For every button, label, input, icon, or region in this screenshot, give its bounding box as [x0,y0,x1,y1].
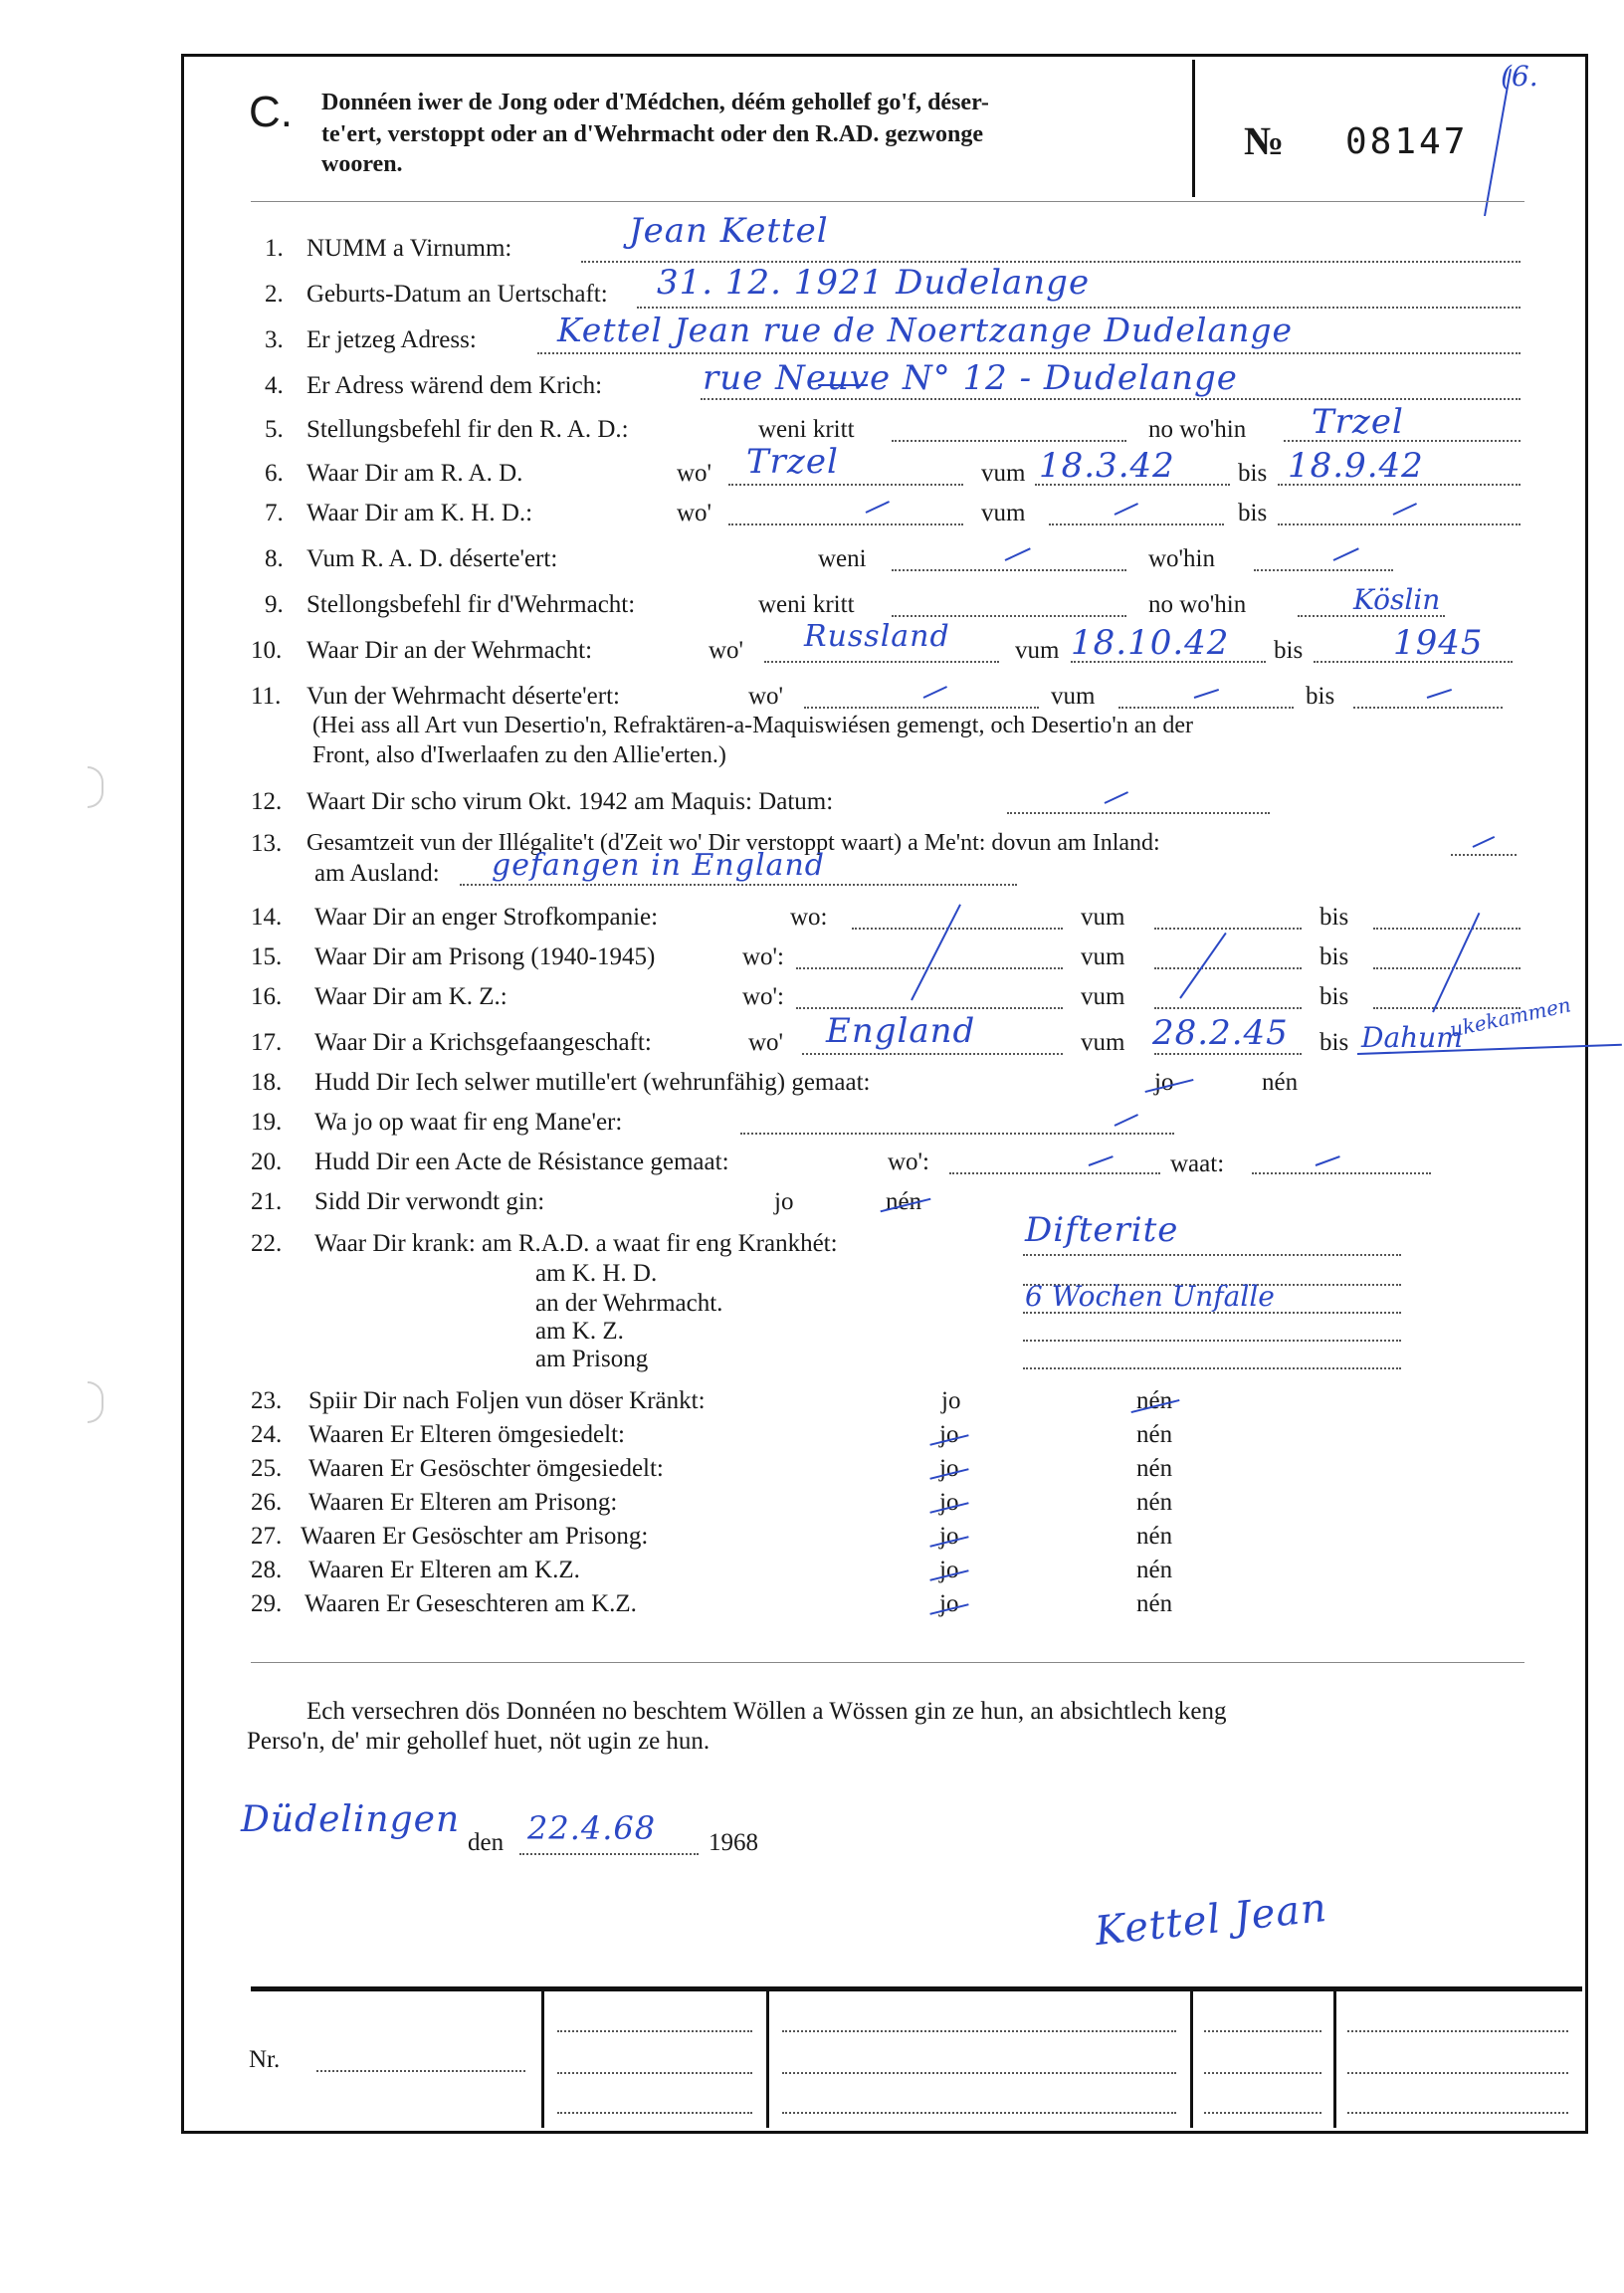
row-13-ausland-label: am Ausland: [314,860,440,887]
row-2-value: 31. 12. 1921 Dudelange [657,263,1091,303]
row-4-label: Er Adress wärend dem Krich: [306,372,603,399]
header-title-line3: wooren. [321,151,403,177]
row-17-wo-line [802,1053,1063,1055]
signature-date: 22.4.68 [527,1809,657,1847]
row-10-vum: vum [1015,637,1060,664]
row-11-note1: (Hei ass all Art vun Desertio'n, Refraktären-a-Maquiswiésen gemengt, och Desertio'n an der [312,713,1194,738]
register-row-line [557,2072,752,2074]
register-col-2 [766,1990,769,2128]
row-17-wo: wo' [748,1029,784,1056]
row-16-num: 16. [251,983,283,1010]
row-25-nen: nén [1136,1455,1173,1482]
row-6-wo: wo' [677,460,712,487]
row-8-weni: weni [818,545,867,572]
row-4-strikeout [818,384,868,386]
row-18-nen: nén [1262,1069,1299,1096]
row-15-vum-line [1154,967,1302,969]
row-24-jo: jo [939,1421,959,1448]
row-20-label: Hudd Dir een Acte de Résistance gemaat: [314,1148,729,1175]
section-letter: C. [249,88,293,136]
row-26-jo: jo [939,1489,959,1516]
row-23-label: Spiir Dir nach Foljen vun döser Kränkt: [308,1387,706,1414]
row-10-bis: bis [1274,637,1304,664]
row-20-waat: waat: [1170,1150,1225,1177]
row-3-line [537,352,1521,354]
register-row-line [1204,2072,1321,2074]
signature-date-line [519,1853,699,1855]
row-5-label: Stellungsbefehl fir den R. A. D.: [306,416,629,443]
row-19-line [740,1133,1174,1135]
row-18-num: 18. [251,1069,283,1096]
row-21-jo: jo [774,1188,794,1215]
row-12-label: Waart Dir scho virum Okt. 1942 am Maquis: Datum: [306,788,834,815]
row-24-nen: nén [1136,1421,1173,1448]
row-21-label: Sidd Dir verwondt gin: [314,1188,545,1215]
row-4-value: rue Neuve N° 12 - Dudelange [703,358,1238,398]
row-20-wo-line [949,1172,1160,1174]
row-8-wohin-line [1254,569,1393,571]
register-col-4 [1333,1990,1336,2128]
row-3-label: Er jetzeg Adress: [306,326,477,353]
row-26-num: 26. [251,1489,283,1516]
row-6-vum-value: 18.3.42 [1039,446,1175,486]
row-29-label: Waaren Er Geseschteren am K.Z. [304,1590,637,1617]
row-16-wo-line [796,1007,1063,1009]
row-18-jo: jo [1154,1069,1174,1096]
row-15-vum: vum [1081,943,1125,970]
row-17-wo-value: England [826,1011,976,1051]
row-11-wo-line [804,707,1039,709]
row-1-value: Jean Kettel [629,211,829,251]
signature-den: den [468,1829,505,1856]
row-26-nen: nén [1136,1489,1173,1516]
row-22-label: Waar Dir krank: am R.A.D. a waat fir eng Krankhét: [314,1230,838,1257]
row-10-wo-line [764,661,999,663]
row-29-jo: jo [939,1590,959,1617]
row-11-vum-line [1118,707,1294,709]
row-5-num: 5. [265,416,284,443]
register-col-3 [1190,1990,1193,2128]
signature-place: Düdelingen [241,1799,461,1840]
row-16-wo: wo': [742,983,785,1010]
section-rule [251,1662,1524,1663]
register-row-line [1204,2030,1321,2032]
row-14-vum-line [1154,928,1302,930]
row-21-num: 21. [251,1188,283,1215]
header-divider [1192,60,1195,197]
row-29-nen: nén [1136,1590,1173,1617]
row-7-vum: vum [981,500,1026,526]
row-23-jo: jo [941,1387,961,1414]
row-17-vum-line [1154,1053,1302,1055]
row-1-num: 1. [265,235,284,262]
row-15-bis: bis [1320,943,1349,970]
row-16-bis: bis [1320,983,1349,1010]
row-2-line [637,307,1521,309]
row-9-nowohin: no wo'hin [1148,591,1247,618]
declaration-line2: Perso'n, de' mir gehollef huet, nöt ugin ze hun. [247,1728,710,1755]
header-title-line1: Donnéen iwer de Jong oder d'Médchen, déém gehollef go'f, déser- [321,90,989,115]
row-15-bis-line [1373,967,1521,969]
register-row-line [1204,2112,1321,2114]
row-11-vum: vum [1051,683,1096,710]
register-row-line [1347,2030,1568,2032]
row-10-num: 10. [251,637,283,664]
header-rule [251,201,1524,202]
form-number: 08147 [1345,121,1469,162]
row-7-num: 7. [265,500,284,526]
row-6-bis-value: 18.9.42 [1288,446,1424,486]
row-12-num: 12. [251,788,283,815]
row-26-label: Waaren Er Elteren am Prisong: [308,1489,618,1516]
row-19-label: Wa jo op waat fir eng Mane'er: [314,1109,623,1136]
row-7-vum-line [1049,523,1224,525]
row-23-num: 23. [251,1387,283,1414]
row-19-num: 19. [251,1109,283,1136]
register-nr-label: Nr. [249,2046,281,2073]
row-21-nen: nén [886,1188,922,1215]
row-9-weni: weni kritt [758,591,855,618]
row-17-vum: vum [1081,1029,1125,1056]
row-11-bis-line [1353,707,1503,709]
punch-hole [88,1381,103,1423]
row-22-sub3: am K. Z. [535,1318,624,1345]
row-20-wo: wo': [888,1148,930,1175]
row-27-label: Waaren Er Gesöschter am Prisong: [301,1523,649,1550]
row-14-vum: vum [1081,904,1125,931]
row-9-num: 9. [265,591,284,618]
row-10-bis-value: 1945 [1393,623,1484,663]
register-row-line [782,2112,1176,2114]
row-22-line [1023,1254,1401,1256]
row-6-label: Waar Dir am R. A. D. [306,460,523,487]
row-8-weni-line [892,569,1126,571]
row-6-wo-line [728,484,963,486]
row-22-sub3-line [1023,1340,1401,1342]
row-22-num: 22. [251,1230,283,1257]
row-27-nen: nén [1136,1523,1173,1550]
row-27-num: 27. [251,1523,283,1550]
row-15-num: 15. [251,943,283,970]
row-15-wo-line [796,967,1063,969]
row-10-label: Waar Dir an der Wehrmacht: [306,637,593,664]
row-9-label: Stellongsbefehl fir d'Wehrmacht: [306,591,636,618]
row-17-num: 17. [251,1029,283,1056]
row-13-label: Gesamtzeit vun der Illégalite't (d'Zeit wo' Dir verstoppt waart) a Me'nt: dovun am Inland: [306,830,1160,856]
row-7-label: Waar Dir am K. H. D.: [306,500,533,526]
number-sign: № [1244,118,1285,163]
row-22-sub2-line [1023,1312,1401,1314]
row-13-ausland-line [460,884,1017,886]
row-4-num: 4. [265,372,284,399]
row-11-label: Vun der Wehrmacht déserte'ert: [306,683,620,710]
row-28-label: Waaren Er Elteren am K.Z. [308,1557,580,1583]
row-6-num: 6. [265,460,284,487]
row-14-num: 14. [251,904,283,931]
row-16-vum-line [1154,1007,1302,1009]
row-6-vum: vum [981,460,1026,487]
row-3-num: 3. [265,326,284,353]
row-10-vum-value: 18.10.42 [1071,623,1230,663]
row-25-jo: jo [939,1455,959,1482]
row-29-num: 29. [251,1590,283,1617]
row-17-bis-value: Dahum [1361,1021,1463,1054]
row-22-sub4: am Prisong [535,1346,649,1372]
punch-hole [88,766,103,808]
row-14-wo: wo: [790,904,828,931]
row-14-bis: bis [1320,904,1349,931]
register-top-rule [251,1986,1582,1991]
row-11-note2: Front, also d'Iwerlaafen zu den Allie'erten.) [312,742,726,768]
register-row-line [557,2112,752,2114]
row-7-bis: bis [1238,500,1268,526]
row-17-bis-value2: ukekammen [1447,992,1573,1042]
row-5-weni-line [892,440,1126,442]
row-22-sub1: am K. H. D. [535,1260,658,1287]
row-28-jo: jo [939,1557,959,1583]
signature-name: Kettel Jean [1093,1884,1329,1956]
row-22-value: Difterite [1025,1210,1179,1250]
row-15-label: Waar Dir am Prisong (1940-1945) [314,943,656,970]
register-row-line [557,2030,752,2032]
row-2-label: Geburts-Datum an Uertschaft: [306,281,608,308]
row-5-weni: weni kritt [758,416,855,443]
row-9-weni-line [892,615,1126,617]
register-row-line [782,2072,1176,2074]
row-17-label: Waar Dir a Krichsgefaangeschaft: [314,1029,652,1056]
row-16-label: Waar Dir am K. Z.: [314,983,508,1010]
row-22-sub2-value: 6 Wochen Unfalle [1025,1280,1275,1313]
row-5-nowohin: no wo'hin [1148,416,1247,443]
row-20-waat-line [1252,1172,1431,1174]
row-13-value: gefangen in England [492,848,825,883]
row-25-num: 25. [251,1455,283,1482]
row-20-num: 20. [251,1148,283,1175]
row-13-inland-line [1451,854,1517,856]
row-2-num: 2. [265,281,284,308]
row-24-label: Waaren Er Elteren ömgesiedelt: [308,1421,625,1448]
row-4-line [701,398,1521,400]
row-7-wo: wo' [677,500,712,526]
register-row-line [782,2030,1176,2032]
row-18-label: Hudd Dir Iech selwer mutille'ert (wehrunfähig) gemaat: [314,1069,871,1096]
row-22-sub4-line [1023,1367,1401,1369]
row-7-bis-line [1278,523,1521,525]
row-17-bis: bis [1320,1029,1349,1056]
row-14-bis-line [1373,928,1521,930]
row-14-wo-line [852,928,1063,930]
row-1-label: NUMM a Virnumm: [306,235,512,262]
row-28-num: 28. [251,1557,283,1583]
row-13-num: 13. [251,830,283,857]
row-24-num: 24. [251,1421,283,1448]
row-17-vum-value: 28.2.45 [1152,1013,1289,1053]
row-6-bis: bis [1238,460,1268,487]
row-8-num: 8. [265,545,284,572]
row-23-nen: nén [1136,1387,1173,1414]
register-nr-line [316,2070,525,2072]
row-11-wo: wo' [748,683,784,710]
signature-year: 1968 [709,1829,758,1856]
register-col-1 [541,1990,544,2128]
row-10-wo-value: Russland [804,619,950,654]
corner-mark: (6. [1501,60,1538,93]
register-row-line [1347,2112,1568,2114]
row-16-vum: vum [1081,983,1125,1010]
row-25-label: Waaren Er Gesöschter ömgesiedelt: [308,1455,664,1482]
header-title-line2: te'ert, verstoppt oder an d'Wehrmacht oder den R.AD. gezwonge [321,121,984,147]
row-3-value: Kettel Jean rue de Noertzange Dudelange [557,311,1294,349]
row-28-nen: nén [1136,1557,1173,1583]
declaration-line1: Ech versechren dös Donnéen no beschtem Wöllen a Wössen gin ze hun, an absichtlech keng [306,1698,1227,1725]
row-9-value: Köslin [1353,583,1441,616]
row-15-wo: wo': [742,943,785,970]
row-11-num: 11. [251,683,282,710]
row-6-wo-value: Trzel [746,442,839,482]
register-row-line [1347,2072,1568,2074]
row-12-line [1007,812,1270,814]
row-5-value: Trzel [1312,402,1404,442]
row-8-label: Vum R. A. D. déserte'ert: [306,545,558,572]
row-7-wo-line [728,523,963,525]
row-27-jo: jo [939,1523,959,1550]
row-11-bis: bis [1306,683,1335,710]
row-14-label: Waar Dir an enger Strofkompanie: [314,904,659,931]
row-22-sub2: an der Wehrmacht. [535,1290,723,1317]
row-10-wo: wo' [709,637,744,664]
row-8-wohin: wo'hin [1148,545,1216,572]
